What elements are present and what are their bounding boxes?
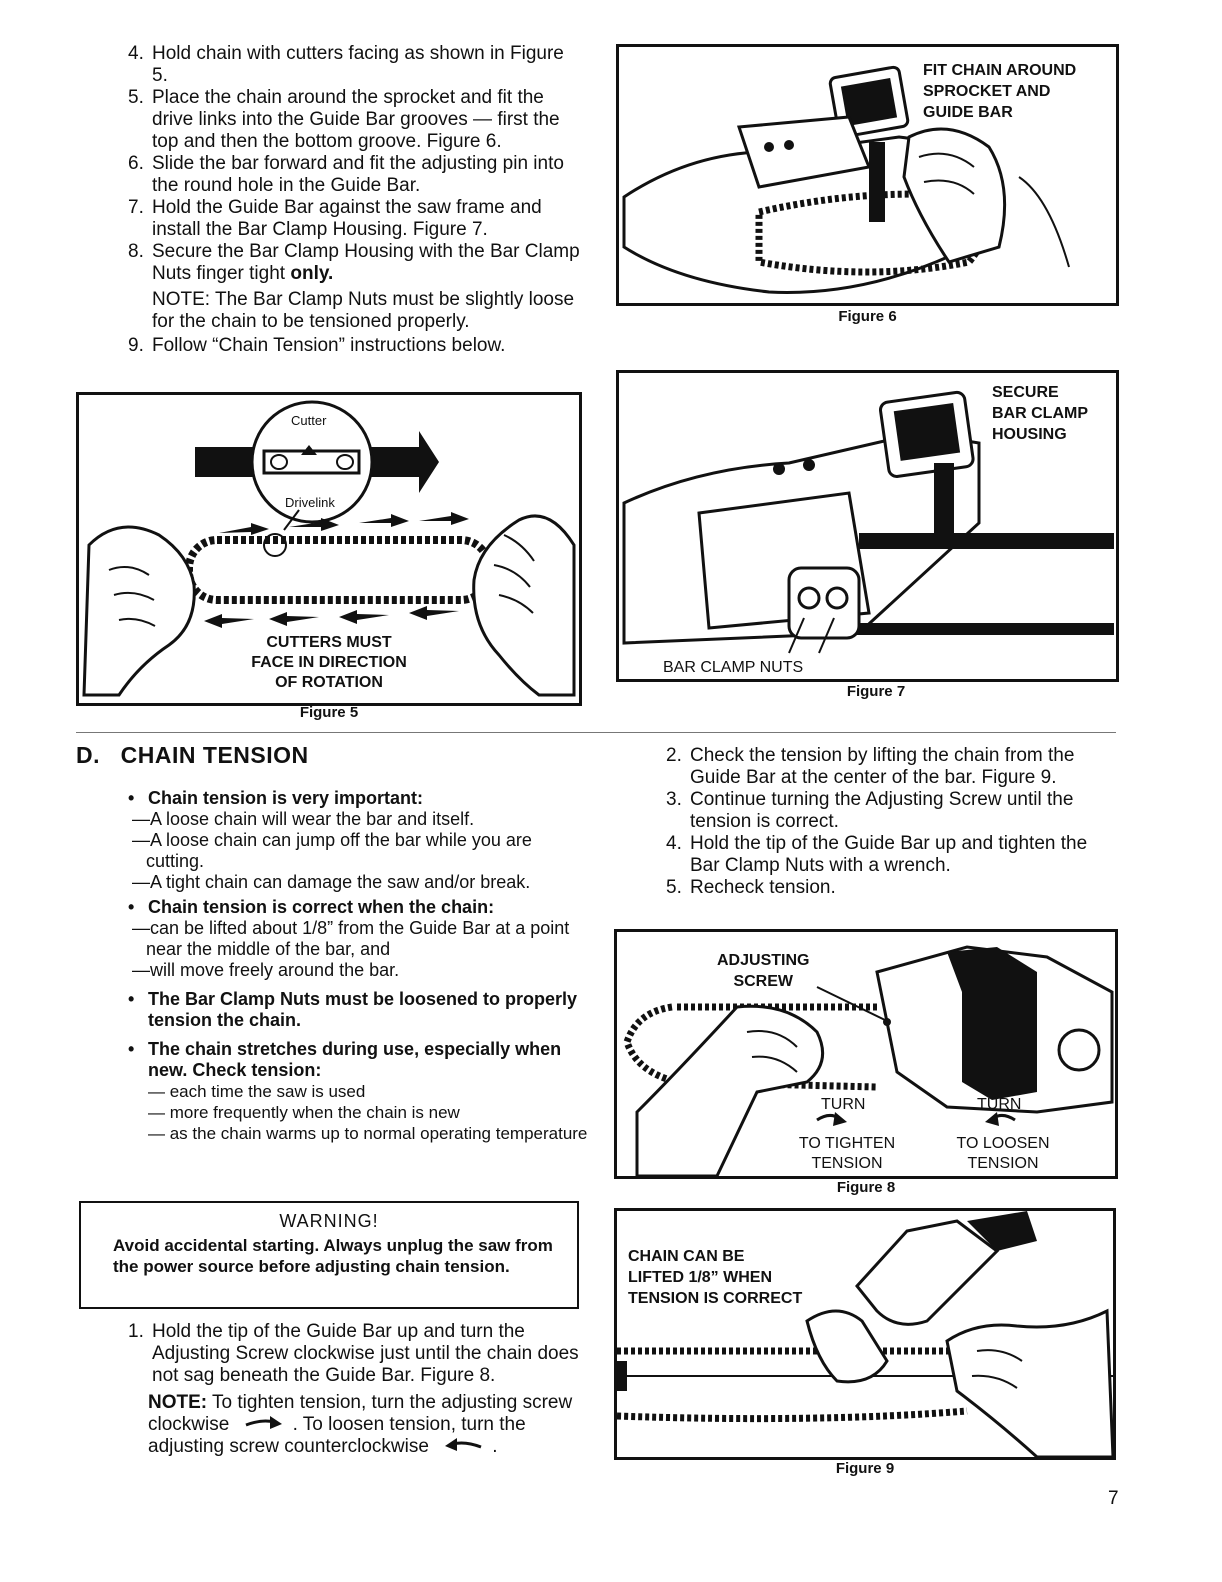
figure-5-label: Figure 5 (299, 704, 359, 721)
install-step: 6. Slide the bar forward and fit the adjusting pin into the round hole in the Guide Bar. (128, 153, 564, 196)
figure-7-label: Figure 7 (846, 683, 906, 700)
bar-clamp-nuts-label: BAR CLAMP NUTS (663, 659, 804, 676)
tension-step-1: 1. Hold the tip of the Guide Bar up and turn the Adjusting Screw clockwise just until the chain does not sag beneath the Guide Bar. Figure 8. NOTE: To tighten tension, turn the adjusting screw clockwise . To loosen tension, turn the adjusting screw counterclockwise . (128, 1321, 579, 1457)
install-step: 5. Place the chain around the sprocket and fit the drive links into the Guide Bar grooves — first the top and then the bottom groove. Figure 6. (128, 87, 560, 152)
tension-steps: 2. Check the tension by lifting the chain from the Guide Bar at the center of the bar. Figure 9. 3. Continue turning the Adjusting Screw until the tension is correct. 4. Hold the tip of the Guide Bar up and tighten the Bar Clamp Nuts with a wrench. 5. Recheck tension. (666, 745, 1088, 898)
install-step: 8. Secure the Bar Clamp Housing with the Bar Clamp Nuts finger tight only. (128, 241, 580, 284)
figure5-caption: CUTTERS MUST FACE IN DIRECTION OF ROTATION (251, 634, 407, 691)
loosen-label: TO LOOSEN TENSION (943, 1134, 1063, 1174)
figure-8 (614, 929, 1118, 1179)
figure8-callout: ADJUSTING SCREW (717, 952, 810, 990)
section-heading: D. CHAIN TENSION (76, 742, 309, 768)
loosen-turn: TURN (977, 1096, 1022, 1113)
figure-9-label: Figure 9 (835, 1460, 895, 1477)
figure-6-label: Figure 6 (838, 308, 897, 325)
figure9-callout: CHAIN CAN BE LIFTED 1/8” WHEN TENSION IS CORRECT (628, 1246, 805, 1309)
figure-7 (616, 370, 1119, 682)
bullet: • The Bar Clamp Nuts must be loosened to properly tension the chain. (128, 989, 578, 1030)
install-note: NOTE: The Bar Clamp Nuts must be slightly loose for the chain to be tensioned properly. (152, 289, 575, 332)
figure6-callout: FIT CHAIN AROUND SPROCKET AND GUIDE BAR (919, 60, 1080, 123)
figure-9 (614, 1208, 1116, 1460)
tighten-label: TO TIGHTEN TENSION (787, 1134, 907, 1174)
warning-box (79, 1201, 579, 1309)
warning-text: Avoid accidental starting. Always unplug the saw from the power source before adjusting chain tension. (113, 1236, 553, 1276)
counterclockwise-arrow-icon (434, 1436, 492, 1458)
install-steps (128, 43, 580, 357)
install-step: 4. Hold chain with cutters facing as shown in Figure 5. (128, 43, 564, 86)
page-number: 7 (1108, 1488, 1119, 1509)
bullet: • Chain tension is correct when the chain: (128, 897, 495, 917)
warning-title: WARNING! (279, 1211, 379, 1231)
bullet: • The chain stretches during use, especially when new. Check tension: (128, 1039, 562, 1080)
tension-bullets: • Chain tension is very important: —A loose chain will wear the bar and itself. —A loose chain can jump off the bar while you are cutting. —A tight chain can damage the saw and/or break. • Chain tension is correct when the chain: —can be lifted about 1/8” from the Guide Bar at a point near the middle of the bar, and —will move freely around the bar. • The Bar Clamp Nuts must be loosened to properly tension the chain. • The chain stretches during use, especially when new. Check tension: — each time the saw is used — more frequently when the chain is new — as the chain warms up to normal operating temperature (128, 788, 588, 1143)
figure-8-label: Figure 8 (836, 1179, 896, 1196)
cutter-label: Cutter (291, 413, 327, 428)
clockwise-arrow-icon (235, 1414, 293, 1436)
install-step: 7. Hold the Guide Bar against the saw frame and install the Bar Clamp Housing. Figure 7. (128, 197, 542, 240)
tension-note: NOTE: To tighten tension, turn the adjusting screw clockwise . To loosen tension, turn the adjusting screw counterclockwise . (148, 1392, 573, 1457)
figure7-callout: SECURE BAR CLAMP HOUSING (989, 382, 1091, 445)
bullet: • Chain tension is very important: (128, 788, 424, 808)
install-step: 9. Follow “Chain Tension” instructions below. (128, 335, 506, 356)
figure-6 (616, 44, 1119, 306)
tighten-turn: TURN (821, 1096, 866, 1113)
figure-5 (76, 392, 582, 706)
section-divider (76, 732, 1116, 733)
drivelink-label: Drivelink (285, 495, 335, 510)
